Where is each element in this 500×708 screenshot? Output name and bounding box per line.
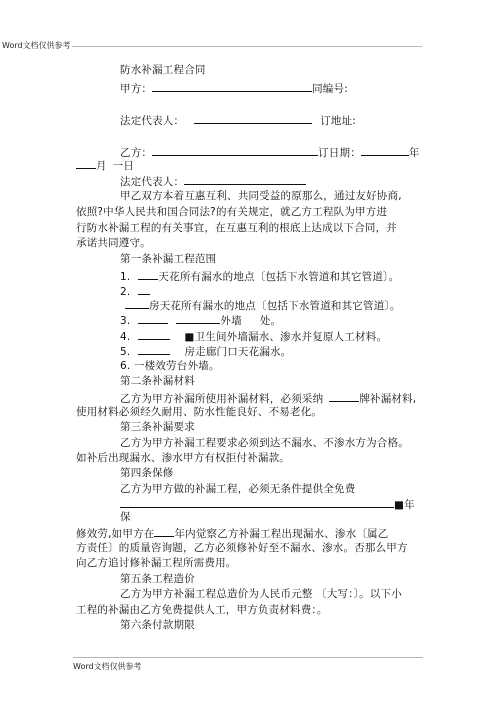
item-3-wall: 外墙 xyxy=(220,315,242,327)
article-4-title: 第四条保修 xyxy=(120,467,174,479)
sign-month-line xyxy=(76,157,134,173)
art2-line-2: 使用材料必须经久耐用、防水性能良好、不易老化。 xyxy=(76,406,323,418)
article-6-title: 第六条付款期限 xyxy=(120,619,195,631)
item-3-blank-b xyxy=(176,312,220,324)
sign-date-label: 订日期： xyxy=(318,147,361,159)
years-blank xyxy=(154,525,174,537)
party-a-blank xyxy=(152,80,312,92)
party-a-line xyxy=(120,80,348,96)
intro-line-4: 承诺共同遵守。 xyxy=(76,237,151,249)
intro-line-1: 甲乙双方本着互惠互利、共同受益的原那么，通过友好协商, xyxy=(120,190,402,202)
art2-text-a: 乙方为甲方补漏所使用补漏材料，必须采纳 xyxy=(120,393,324,405)
item-2-room-blank xyxy=(125,297,149,309)
article-3-title: 第三条补漏要求 xyxy=(120,421,195,433)
legal-rep-blank xyxy=(194,112,312,124)
party-a-label: 甲方： xyxy=(120,83,153,95)
item-5-number: 5. xyxy=(120,346,131,358)
article-1-title: 第一条补漏工程范围 xyxy=(120,253,217,265)
item-1-number: 1. xyxy=(120,271,131,283)
item-4-number: 4. xyxy=(120,331,131,343)
item-1-text: 天花所有漏水的地点〔包括下水管道和其它管道〕。 xyxy=(158,271,400,283)
item-3-places: 处。 xyxy=(259,315,282,327)
art4-line-1: 乙方为甲方做的补漏工程，必须无条件提供全免费 xyxy=(120,483,356,495)
legal-rep-b-line xyxy=(120,173,306,189)
item-5-text: 房走廊门口天花漏水。 xyxy=(184,346,292,358)
page-header-label: Word文档仅供参考 xyxy=(2,41,71,50)
sign-day-label: 一日 xyxy=(112,160,135,172)
header-divider xyxy=(72,46,422,47)
art1-item-6: 6. 一楼效劳台外墙。 xyxy=(120,360,220,372)
art4-line-1b xyxy=(120,496,415,512)
article-5-title: 第五条工程造价 xyxy=(120,573,195,585)
art3-line-2: 如补后出现漏水、渗水甲方有权拒付补漏款。 xyxy=(76,452,290,464)
art1-item-5 xyxy=(120,343,291,359)
sign-date-blank xyxy=(361,144,409,156)
party-b-blank xyxy=(152,144,318,156)
art5-line-1: 乙方为甲方补漏工程总造价为人民币元整 〔大写：〕。以下小 xyxy=(120,588,402,600)
article-2-title: 第二条补漏材料 xyxy=(120,375,195,387)
warranty-year: ■年 xyxy=(394,499,415,511)
item-4-blank xyxy=(138,328,170,340)
address-label: 订地址: xyxy=(320,115,357,127)
intro-line-2: 依照?中华人民共和国合同法?的有关规定，就乙方工程队为甲方进 xyxy=(76,206,388,218)
legal-rep-line xyxy=(120,112,356,128)
intro-line-3: 行防水补漏工程的有关事宜，在互惠互利的根底上达成以下合同，并 xyxy=(76,222,397,234)
warranty-blank xyxy=(120,496,394,508)
art4-text-b: 年内觉察乙方补漏工程出现漏水、渗水〔属乙 xyxy=(174,528,389,540)
footer-divider xyxy=(73,657,423,658)
party-b-line xyxy=(120,144,420,160)
legal-rep-label: 法定代表人： xyxy=(120,115,185,127)
legal-rep-b-blank xyxy=(184,173,306,185)
art1-item-1 xyxy=(120,268,399,284)
item-3-blank-a xyxy=(138,312,168,324)
art2-line-1 xyxy=(120,390,416,406)
item-1-blank xyxy=(138,268,158,280)
item-5-blank xyxy=(138,343,170,355)
item-2-blank xyxy=(138,283,150,295)
art1-item-4 xyxy=(120,328,387,344)
contract-title: 防水补漏工程合同 xyxy=(120,64,206,76)
party-b-label: 乙方： xyxy=(120,147,153,159)
art1-item-2-cont xyxy=(125,297,401,313)
art3-line-1: 乙方为甲方补漏工程要求必须到达不漏水、不渗水方为合格。 xyxy=(120,437,409,449)
month-blank xyxy=(76,157,96,169)
brand-blank xyxy=(329,390,359,402)
legal-rep-b-label: 法定代表人： xyxy=(120,176,185,188)
item-3-number: 3. xyxy=(120,315,131,327)
art4-line-2: 保 xyxy=(120,511,131,523)
art5-line-2: 工程的补漏由乙方免费提供人工，甲方负责材料费：。 xyxy=(76,604,328,616)
contract-no-label: 同编号: xyxy=(312,83,348,95)
page-footer-label: Word文档仅供参考 xyxy=(73,662,142,671)
art4-text-a: 修效劳,如甲方在 xyxy=(76,528,155,540)
art1-item-3 xyxy=(120,312,281,328)
art4-line-3 xyxy=(76,525,388,541)
item-2-number: 2. xyxy=(120,286,131,298)
art4-line-5: 向乙方追讨修补漏工程所需费用。 xyxy=(76,557,237,569)
art4-line-4: 方责任〕的质量咨询题，乙方必须修补好至不漏水、渗水。否那么甲方 xyxy=(76,542,408,554)
sign-year-label: 年 xyxy=(408,147,420,159)
item-2-text: 房天花所有漏水的地点〔包括下水管道和其它管道〕。 xyxy=(149,300,401,312)
art2-text-b: 牌补漏材料, xyxy=(359,393,417,405)
sign-month-label: 月 xyxy=(96,160,107,172)
item-4-text: ■卫生间外墙漏水、渗水并复原人工材料。 xyxy=(184,331,388,343)
